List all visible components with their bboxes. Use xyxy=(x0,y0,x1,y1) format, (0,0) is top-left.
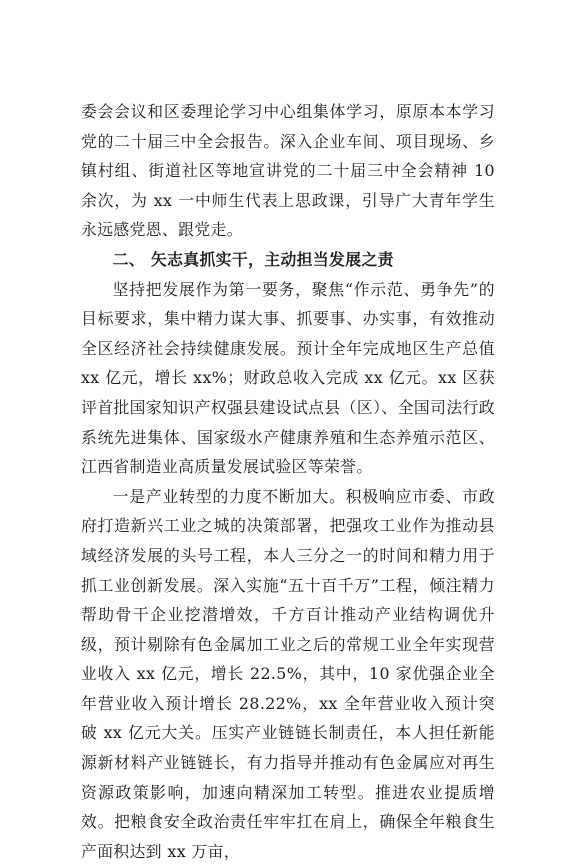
paragraph-intro: 委会会议和区委理论学习中心组集体学习，原原本本学习党的二十届三中全会报告。深入企业车间、项目现场、乡镇村组、街道社区等地宣讲党的二十届三中全会精神 10 余次，为 xx 一中师生代表上思政课，引导广大青年学生永远感党恩、跟党走。 xyxy=(81,102,495,240)
section-heading: 二、 矢志真抓实干，主动担当发展之责 xyxy=(112,249,394,269)
paragraph-industry: 一是产业转型的力度不断加大。积极响应市委、市政府打造新兴工业之城的决策部署，把强攻工业作为推动县域经济发展的头号工程，本人三分之一的时间和精力用于抓工业创新发展。深入实施“五十百千万”工程，倾注精力帮助骨干企业挖潜增效，千方百计推动产业结构调优升级，预计剔除有色金属加工业之后的常规工业全年实现营业收入 xx 亿元，增长 22.5%，其中，10 家优强企业全年营业收入预计增长 28.22%，xx 全年营业收入预计突破 xx 亿元大关。压实产业链链长制责任，本人担任新能源新材料产业链链长，有力指导并推动有色金属应对再生资源政策影响，加速向精深加工转型。推进农业提质增效。把粮食安全政治责任牢牢扛在肩上，确保全年粮食生产面积达到 xx 万亩， xyxy=(81,486,495,861)
paragraph-development: 坚持把发展作为第一要务，聚焦“作示范、勇争先”的目标要求，集中精力谋大事、抓要事、办实事，有效推动全区经济社会持续健康发展。预计全年完成地区生产总值 xx 亿元，增长 xx%；财政总收入完成 xx 亿元。xx 区获评首批国家知识产权强县建设试点县（区）、全国司法行政系统先进集体、国家级水产健康养殖和生态养殖示范区、江西省制造业高质量发展试验区等荣誉。 xyxy=(81,279,495,477)
document-body xyxy=(81,97,495,866)
